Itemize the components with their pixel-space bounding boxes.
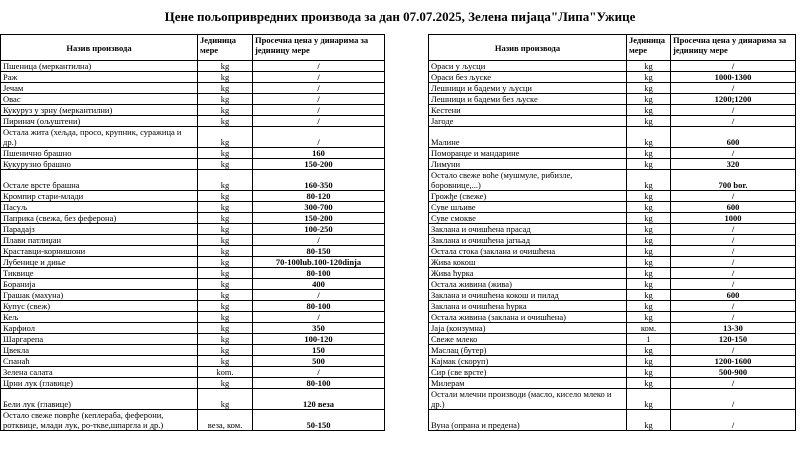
column-gap [385,94,429,105]
unit-cell: kg [627,235,671,246]
unit-cell: kg [627,301,671,312]
product-name-cell: Остала стока (заклана и очишћена [429,246,627,257]
table-row [1,116,796,127]
unit-cell: kg [198,290,253,301]
price-cell: / [671,61,796,72]
table-row [1,148,796,159]
product-name-cell: Пасуљ [1,202,198,213]
price-cell: / [671,301,796,312]
column-gap [385,191,429,202]
product-name-cell: Свеже млеко [429,334,627,345]
unit-cell: kg [198,356,253,367]
price-cell: / [671,312,796,323]
table-row [1,83,796,94]
table-row [1,301,796,312]
unit-cell: kg [627,148,671,159]
unit-cell: kg [198,378,253,389]
column-gap [385,105,429,116]
unit-cell: kg [627,345,671,356]
product-name-cell: Кромпир стари-млади [1,191,198,202]
price-cell: 350 [253,323,385,334]
product-name-cell: Кељ [1,312,198,323]
product-name-cell: Тиквице [1,268,198,279]
price-cell: 80-100 [253,378,385,389]
price-cell: / [253,367,385,378]
price-cell: / [253,105,385,116]
column-gap [385,345,429,356]
price-cell: 300-700 [253,202,385,213]
price-cell: 1200-1600 [671,356,796,367]
column-gap [385,389,429,410]
product-name-cell: Плави патлиџан [1,235,198,246]
table-row [1,224,796,235]
column-gap [385,170,429,191]
price-cell: / [671,378,796,389]
table-row [1,378,796,389]
unit-cell: kom. [198,367,253,378]
unit-cell: kg [627,290,671,301]
product-name-cell: Милерам [429,378,627,389]
unit-cell: kg [627,105,671,116]
price-cell: 1000 [671,213,796,224]
product-name-cell: Заклана и очишћена јагњад [429,235,627,246]
product-name-cell: Маслац (бутер) [429,345,627,356]
table-row [1,312,796,323]
column-gap [385,127,429,148]
price-cell: 500 [253,356,385,367]
table-row [1,105,796,116]
unit-cell: kg [198,246,253,257]
product-name-cell: Пшеница (меркантилна) [1,61,198,72]
price-cell: 80-150 [253,246,385,257]
product-name-cell: Остали млечни производи (масло, кисело млеко и др.) [429,389,627,410]
table-row [1,246,796,257]
price-cell: / [253,235,385,246]
price-cell: / [671,410,796,431]
unit-cell: kg [198,191,253,202]
table-row [1,202,796,213]
unit-cell: kg [198,94,253,105]
unit-cell: kg [627,257,671,268]
table-row [1,191,796,202]
price-cell: 100-120 [253,334,385,345]
unit-cell: kg [198,224,253,235]
price-cell: / [671,105,796,116]
price-table-body [1,35,796,431]
price-cell: 150 [253,345,385,356]
table-row [1,257,796,268]
column-gap [385,410,429,431]
price-cell: 600 [671,202,796,213]
unit-cell: kg [198,148,253,159]
price-cell: / [671,191,796,202]
product-name-cell: Жива ћурка [429,268,627,279]
unit-cell: kg [198,268,253,279]
unit-cell: веза, ком. [198,410,253,431]
price-cell: / [671,224,796,235]
product-name-cell: Поморанџе и мандарине [429,148,627,159]
product-name-cell: Заклана и очишћена кокош и пилад [429,290,627,301]
unit-cell: kg [198,170,253,191]
header-unit-right: Јединица мере [627,35,671,61]
table-row [1,61,796,72]
product-name-cell: Шаргарепа [1,334,198,345]
unit-cell: kg [198,235,253,246]
product-name-cell: Спанаћ [1,356,198,367]
price-cell: / [253,72,385,83]
column-gap [385,356,429,367]
column-gap [385,83,429,94]
unit-cell: kg [198,159,253,170]
price-cell: / [253,61,385,72]
unit-cell: 1 [627,334,671,345]
product-name-cell: Кукуруз у зрну (меркантилни) [1,105,198,116]
table-row [1,367,796,378]
unit-cell: kg [627,367,671,378]
price-cell: 1000-1300 [671,72,796,83]
column-gap [385,334,429,345]
price-cell: / [671,246,796,257]
unit-cell: kg [627,72,671,83]
column-gap [385,279,429,290]
price-cell: / [253,127,385,148]
column-gap [385,257,429,268]
unit-cell: kg [198,127,253,148]
unit-cell: kg [198,72,253,83]
product-name-cell: Вуна (опрана и предена) [429,410,627,431]
column-gap [385,367,429,378]
price-cell: 600 [671,290,796,301]
price-cell: / [253,116,385,127]
column-gap [385,235,429,246]
header-name-left: Назив производа [1,35,198,61]
unit-cell: kg [198,116,253,127]
unit-cell: kg [198,323,253,334]
table-row [1,410,796,431]
product-name-cell: Овас [1,94,198,105]
unit-cell: kg [198,257,253,268]
column-gap [385,301,429,312]
product-name-cell: Остала живина (заклана и очишћена) [429,312,627,323]
table-row [1,345,796,356]
price-cell: 160 [253,148,385,159]
price-cell: 50-150 [253,410,385,431]
product-name-cell: Заклана и очишћена прасад [429,224,627,235]
price-cell: 400 [253,279,385,290]
price-cell: / [671,345,796,356]
unit-cell: kg [627,279,671,290]
page-title: Цене пољопривредних производа за дан 07.07.2025, Зелена пијаца"Липа"Ужице [164,9,636,24]
price-cell: / [671,279,796,290]
price-cell: / [671,116,796,127]
product-name-cell: Јагоде [429,116,627,127]
price-cell: / [253,83,385,94]
unit-cell: kg [627,356,671,367]
product-name-cell: Кајмак (скоруп) [429,356,627,367]
unit-cell: kg [198,279,253,290]
unit-cell: kg [627,170,671,191]
product-name-cell: Цвекла [1,345,198,356]
product-name-cell: Пиринач (ољуштени) [1,116,198,127]
product-name-cell: Кукурузно брашно [1,159,198,170]
product-name-cell: Паприка (свежа, без феферона) [1,213,198,224]
table-row [1,72,796,83]
table-row [1,268,796,279]
product-name-cell: Бели лук (главице) [1,389,198,410]
column-gap [385,268,429,279]
column-gap [385,323,429,334]
unit-cell: kg [627,116,671,127]
product-name-cell: Ораси без љуске [429,72,627,83]
price-cell: 80-100 [253,268,385,279]
column-gap [385,148,429,159]
product-name-cell: Јечам [1,83,198,94]
product-name-cell: Малине [429,127,627,148]
unit-cell: kg [198,301,253,312]
column-gap [385,61,429,72]
column-gap [385,246,429,257]
column-gap [385,116,429,127]
product-name-cell: Остала живина (жива) [429,279,627,290]
unit-cell: kg [627,159,671,170]
table-row [1,159,796,170]
price-cell: 150-200 [253,213,385,224]
price-cell: / [671,257,796,268]
column-gap [385,35,429,61]
price-cell: 100-250 [253,224,385,235]
header-price-left: Просечна цена у динарима за јединицу мере [253,35,385,61]
header-row [1,35,796,61]
product-name-cell: Зелена салата [1,367,198,378]
price-table [0,34,796,431]
unit-cell: kg [198,202,253,213]
unit-cell: kg [627,191,671,202]
table-row [1,389,796,410]
price-cell: / [671,268,796,279]
column-gap [385,290,429,301]
table-row [1,235,796,246]
product-name-cell: Боранија [1,279,198,290]
product-name-cell: Остала жита (хељда, просо, крупник, суражица и др.) [1,127,198,148]
product-name-cell: Купус (свеж) [1,301,198,312]
price-cell: / [253,290,385,301]
product-name-cell: Остало свеже воће (мушмуле, рибизле, боровнице,...) [429,170,627,191]
table-row [1,170,796,191]
unit-cell: kg [627,410,671,431]
product-name-cell: Остало свеже поврће (кеплераба, феферони, ротквице, млади лук, ро-тквe,шпаргла и др.) [1,410,198,431]
product-name-cell: Краставци-корнишони [1,246,198,257]
unit-cell: kg [627,83,671,94]
product-name-cell: Жива кокош [429,257,627,268]
unit-cell: kg [198,83,253,94]
header-name-right: Назив производа [429,35,627,61]
unit-cell: kg [627,312,671,323]
column-gap [385,224,429,235]
product-name-cell: Карфиол [1,323,198,334]
unit-cell: kg [198,61,253,72]
column-gap [385,159,429,170]
product-name-cell: Парадајз [1,224,198,235]
product-name-cell: Лубенице и диње [1,257,198,268]
product-name-cell: Црни лук (главице) [1,378,198,389]
unit-cell: kg [198,213,253,224]
price-cell: 150-200 [253,159,385,170]
unit-cell: kg [627,94,671,105]
price-cell: / [671,148,796,159]
price-cell: 13-30 [671,323,796,334]
column-gap [385,378,429,389]
table-row [1,323,796,334]
column-gap [385,213,429,224]
price-cell: / [253,312,385,323]
unit-cell: kg [627,202,671,213]
price-cell: 1200;1200 [671,94,796,105]
unit-cell: kg [627,246,671,257]
unit-cell: kg [198,312,253,323]
product-name-cell: Кестени [429,105,627,116]
price-cell: / [671,389,796,410]
price-cell: 80-100 [253,301,385,312]
unit-cell: ком. [627,323,671,334]
product-name-cell: Јаја (конзумна) [429,323,627,334]
price-cell: 600 [671,127,796,148]
column-gap [385,202,429,213]
product-name-cell: Остале врсте брашна [1,170,198,191]
price-cell: / [671,83,796,94]
unit-cell: kg [627,213,671,224]
product-name-cell: Пшенично брашно [1,148,198,159]
product-name-cell: Заклана и очишћена ћурка [429,301,627,312]
header-price-right: Просечна цена у динарима за јединицу мере [671,35,796,61]
table-row [1,290,796,301]
unit-cell: kg [198,105,253,116]
unit-cell: kg [627,61,671,72]
product-name-cell: Сир (све врсте) [429,367,627,378]
product-name-cell: Грожђе (свеже) [429,191,627,202]
price-cell: 320 [671,159,796,170]
unit-cell: kg [198,389,253,410]
price-cell: 160-350 [253,170,385,191]
table-row [1,279,796,290]
product-name-cell: Лешници и бадеми у љусци [429,83,627,94]
product-name-cell: Раж [1,72,198,83]
product-name-cell: Лимуни [429,159,627,170]
unit-cell: kg [627,224,671,235]
price-cell: 120 веза [253,389,385,410]
unit-cell: kg [627,378,671,389]
table-row [1,213,796,224]
price-cell: 700 bor. [671,170,796,191]
table-row [1,94,796,105]
table-row [1,334,796,345]
unit-cell: kg [198,345,253,356]
product-name-cell: Лешници и бадеми без љуске [429,94,627,105]
product-name-cell: Ораси у љусци [429,61,627,72]
product-name-cell: Грашак (махуна) [1,290,198,301]
price-cell: 120-150 [671,334,796,345]
unit-cell: kg [627,268,671,279]
price-cell: 80-120 [253,191,385,202]
table-row [1,127,796,148]
column-gap [385,72,429,83]
product-name-cell: Суве шљиве [429,202,627,213]
price-cell: 70-100lub.100-120dinja [253,257,385,268]
unit-cell: kg [627,127,671,148]
unit-cell: kg [198,334,253,345]
header-unit-left: Јединица мере [198,35,253,61]
column-gap [385,312,429,323]
price-cell: / [671,235,796,246]
price-cell: / [253,94,385,105]
table-row [1,356,796,367]
unit-cell: kg [627,389,671,410]
price-cell: 500-900 [671,367,796,378]
product-name-cell: Суве смокве [429,213,627,224]
